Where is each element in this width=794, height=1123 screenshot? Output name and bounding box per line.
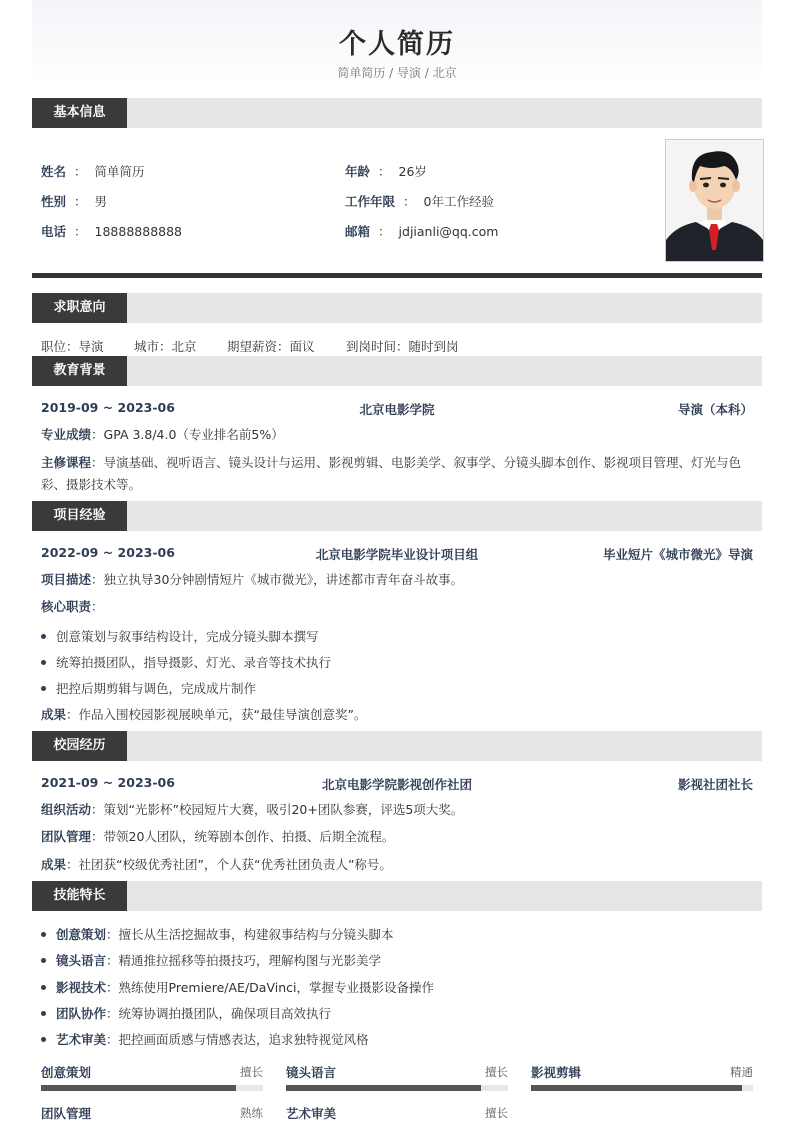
phone-value: 18888888888 [94,224,183,239]
colon: ： [74,194,87,209]
skill-item: 团队协作：统筹协调拍摄团队，确保项目高效执行 [41,1004,331,1022]
education-school: 北京电影学院 [359,402,435,417]
skill-item: 镜头语言：精通推拉摇移等拍摄技巧，理解构图与光影美学 [41,951,381,969]
email-label: 邮箱 [345,224,371,239]
phone-label: 电话 [41,224,67,239]
phone-row [41,222,182,240]
desc-label: 项目描述 [41,572,92,587]
years-label: 工作年限 [345,194,396,209]
age-value: 26岁 [398,164,427,179]
result-label: 成果 [41,707,67,722]
skill-bar-name: 影视剪辑 [531,1065,582,1080]
skill-item: 创意策划：擅长从生活挖掘故事，构建叙事结构与分镜头脚本 [41,925,394,943]
skill-bar-name: 团队管理 [41,1106,92,1121]
colon: ： [74,224,87,239]
skill-bar-fill [286,1085,481,1091]
campus-item: 团队管理：带领20人团队，统筹剧本创作、拍摄、后期全流程。 [41,829,395,844]
skill-bar-fill [41,1085,236,1091]
colon: ： [403,194,416,209]
section-title-basic: 基本信息 [32,98,127,128]
intent-arrival: 到岗时间：随时到岗 [346,339,459,354]
avatar-illustration [666,140,763,261]
skill-bar-level: 擅长 [485,1065,508,1079]
section-title-education: 教育背景 [32,356,127,386]
skill-bar-level: 擅长 [485,1106,508,1120]
intent-salary: 期望薪资：面议 [227,339,315,354]
list-item: 把控后期剪辑与调色，完成成片制作 [41,679,256,697]
education-period: 2019-09 ~ 2023-06 [41,400,175,415]
page-title: 个人简历 [339,29,455,60]
courses-value: ：导演基础、视听语言、镜头设计与运用、影视剪辑、电影美学、叙事学、分镜头脚本创作、影视项目管理、灯光与色彩、摄影技术等。 [41,455,742,492]
email-row [345,222,498,240]
project-period: 2022-09 ~ 2023-06 [41,545,175,560]
education-degree: 导演（本科） [677,402,753,417]
colon: ： [378,224,391,239]
years-value: 0年工作经验 [423,194,494,209]
project-role: 毕业短片《城市微光》导演 [602,547,753,562]
skill-bar-fill [531,1085,742,1091]
gender-row [41,192,107,210]
desc-value: ：独立执导30分钟剧情短片《城市微光》，讲述都市青年奋斗故事。 [91,572,464,587]
education-courses [41,452,753,496]
skill-item: 影视技术：熟练使用Premiere/AE/DaVinci，掌握专业摄影设备操作 [41,978,434,996]
intent-city: 城市：北京 [134,339,197,354]
skill-bar-name: 镜头语言 [286,1065,337,1080]
list-item: 创意策划与叙事结构设计，完成分镜头脚本撰写 [41,627,319,645]
duty-colon: ： [91,599,104,614]
gender-label: 性别 [41,194,67,209]
name-value: 简单简历 [94,164,145,179]
project-result [41,704,753,726]
skill-bar-track [531,1085,753,1091]
name-label: 姓名 [41,164,67,179]
skill-bar-name: 创意策划 [41,1065,92,1080]
age-label: 年龄 [345,164,371,179]
colon: ： [378,164,391,179]
age-row [345,162,427,180]
courses-label: 主修课程 [41,455,92,470]
intent-position: 职位：导演 [41,339,104,354]
section-education [32,356,762,386]
project-desc [41,569,753,591]
campus-item: 成果：社团获“校级优秀社团”，个人获“优秀社团负责人”称号。 [41,857,392,872]
name-row [41,162,145,180]
section-project [32,501,762,531]
list-item: 统筹拍摄团队，指导摄影、灯光、录音等技术执行 [41,653,331,671]
gender-value: 男 [94,194,108,209]
skill-bar-level: 熟练 [240,1106,263,1120]
education-score [41,424,753,446]
skill-bar-level: 擅长 [240,1065,263,1079]
skill-bar-track [286,1085,508,1091]
section-skills [32,881,762,911]
email-value: jdjianli@qq.com [398,224,499,239]
section-title-campus: 校园经历 [32,731,127,761]
section-title-intent: 求职意向 [32,293,127,323]
divider [32,273,762,278]
project-duty-heading [41,596,753,618]
duty-label: 核心职责 [41,599,92,614]
campus-org: 北京电影学院影视创作社团 [321,777,472,792]
skill-bar-level: 精通 [730,1065,753,1079]
score-value: ：GPA 3.8/4.0（专业排名前5%） [91,427,284,442]
section-intent [32,293,762,323]
avatar [665,139,764,262]
years-row [345,192,494,210]
result-value: ：作品入围校园影视展映单元，获“最佳导演创意奖”。 [66,707,367,722]
section-title-project: 项目经验 [32,501,127,531]
section-title-skills: 技能特长 [32,881,127,911]
colon: ： [74,164,87,179]
page-subtitle: 简单简历 / 导演 / 北京 [337,66,457,80]
campus-role: 影视社团社长 [677,777,753,792]
skill-bar-name: 艺术审美 [286,1106,337,1121]
campus-period: 2021-09 ~ 2023-06 [41,775,175,790]
section-basic [32,98,762,128]
campus-item: 组织活动：策划“光影杯”校园短片大赛，吸引20+团队参赛，评选5项大奖。 [41,802,464,817]
skill-bar-track [41,1085,263,1091]
score-label: 专业成绩 [41,427,92,442]
section-campus [32,731,762,761]
project-org: 北京电影学院毕业设计项目组 [315,547,479,562]
skill-item: 艺术审美：把控画面质感与情感表达，追求独特视觉风格 [41,1030,369,1048]
